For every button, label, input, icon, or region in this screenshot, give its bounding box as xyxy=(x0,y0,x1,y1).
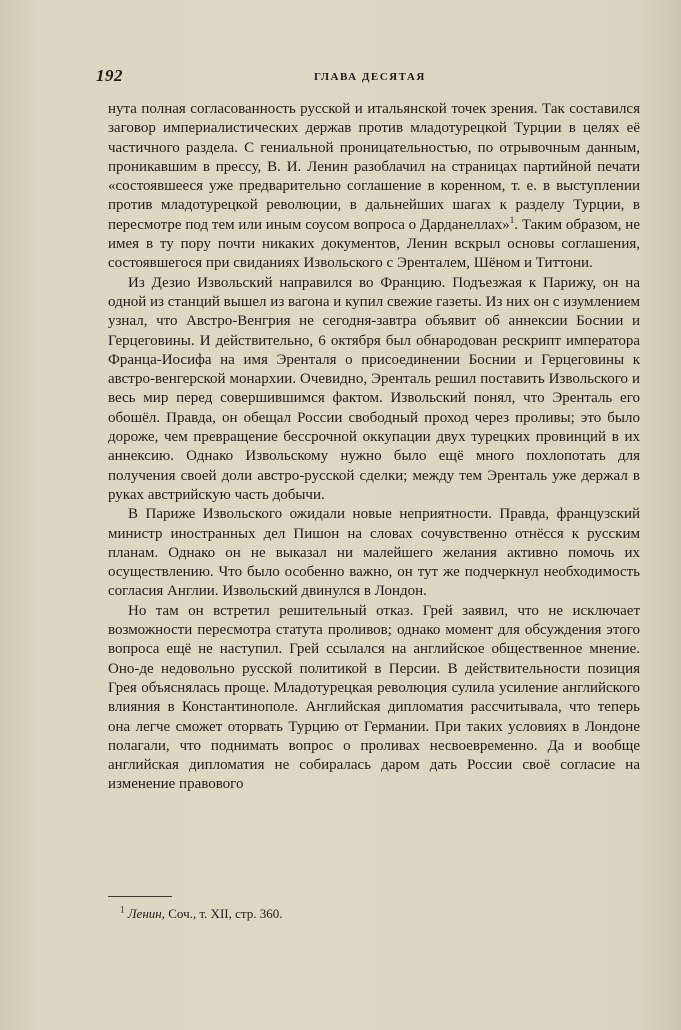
running-head: ГЛАВА ДЕСЯТАЯ xyxy=(314,71,426,83)
footnote-mark: 1 xyxy=(120,904,125,915)
footnote-reference: Соч., т. XII, стр. 360. xyxy=(168,906,283,921)
paragraph xyxy=(108,100,640,274)
footnote-ref: 1 xyxy=(509,214,515,225)
paragraph: Но там он встретил решительный отказ. Грей заявил, что не исключает возможности пересмотра статута проливов; однако момент для обсуждения этого вопроса ещё не наступил. Грей ссылался на английское общественное мнение. Оно-де недовольно русской политикой в Персии. В действительности позиция Грея объяснялась проще. Младотурецкая революция сулила усиление английского влияния в Константинополе. Английская дипломатия рассчитывала, что теперь она легче сможет оторвать Турцию от Германии. При таких условиях в Лондоне полагали, что поднимать вопрос о проливах несвоевременно. Да и вообще английская дипломатия не собиралась даром дать России своё согласие на изменение правового xyxy=(108,602,640,793)
body-text xyxy=(108,100,640,795)
footnote-divider xyxy=(108,896,172,897)
page-header xyxy=(96,66,641,90)
paragraph: В Париже Извольского ожидали новые неприятности. Правда, французский министр иностранных дел Пишон на словах сочувственно отнёсся к русским планам. Однако он не выказал ни малейшего желания активно помочь их осуществлению. Что было особенно важно, он тут же подчеркнул необходимость согласия Англии. Извольский двинулся в Лондон. xyxy=(108,506,640,600)
paragraph: Из Дезио Извольский направился во Францию. Подъезжая к Парижу, он на одной из станций вышел из вагона и купил свежие газеты. Из них он с изумлением узнал, что Австро-Венгрия не сегодня-завтра объявит об аннексии Боснии и Герцеговины. И действительно, 6 октября был обнародован рескрипт императора Франца-Иосифа на имя Эренталя о присоединении Боснии и Герцеговины к австро-венгерской монархии. Очевидно, Эренталь решил поставить Извольского и весь мир перед совершившимся фактом. Извольский понял, что Эренталь его обошёл. Правда, он обещал России свободный проход через проливы; это было дороже, чем превращение бессрочной оккупации двух турецких провинций в их аннексию. Однако Извольскому нужно было ещё много похлопотать для получения своей доли австро-русской сделки; между тем Эренталь уже держал в руках австрийскую часть добычи. xyxy=(108,274,640,503)
footnote-author: Ленин, xyxy=(127,906,165,921)
paragraph-text: нута полная согласованность русской и итальянской точек зрения. Так составился заговор империалистических держав против младотурецкой Турции в целях её частичного раздела. С гениальной проницательностью, по отрывочным данным, проникавшим в прессу, В. И. Ленин разоблачил на страницах партийной печати «состоявшееся уже предварительно соглашение в коренном, т. е. в выступлении против младотурецкой революции, в дальнейших шагах к разделу Турции, в пересмотре под тем или иным соусом вопроса о Дарданеллах» xyxy=(108,101,640,233)
paragraph-text: . Таким образом, не имея в ту пору почти никаких документов, Ленин вскрыл основы соглашения, состоявшегося при свиданиях Извольского с Эренталем, Шёном и Титтони. xyxy=(108,216,640,272)
footnote xyxy=(120,906,282,922)
page-number: 192 xyxy=(96,66,123,85)
